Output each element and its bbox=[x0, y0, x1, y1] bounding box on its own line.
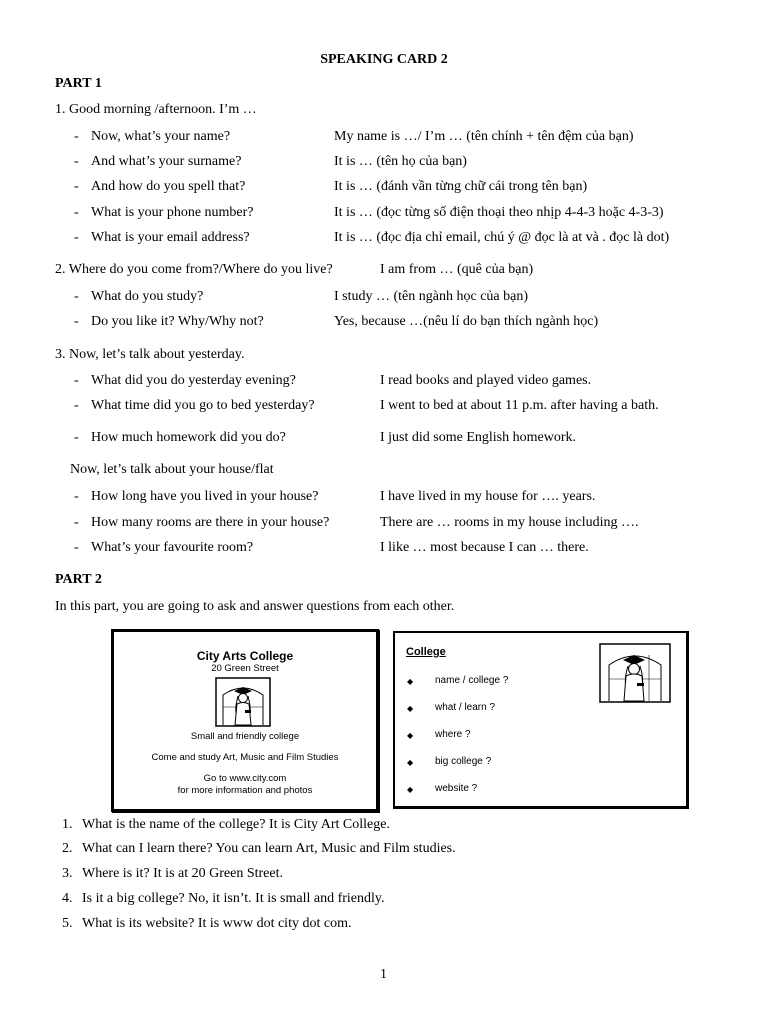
list-bullet: - bbox=[74, 314, 79, 329]
question: What time did you go to bed yesterday? bbox=[91, 398, 315, 413]
answer: It is … (tên họ của bạn) bbox=[334, 154, 467, 169]
answer: I read books and played video games. bbox=[380, 373, 592, 388]
question-prompt-card bbox=[393, 631, 689, 809]
bullet-diamond-icon: ◆ bbox=[407, 785, 414, 794]
student-graduate-icon bbox=[599, 643, 671, 703]
prompt-item: website ? bbox=[435, 783, 478, 794]
q2-intro: 2. Where do you come from?/Where do you live? bbox=[55, 262, 333, 277]
list-bullet: - bbox=[74, 430, 79, 445]
question: How many rooms are there in your house? bbox=[91, 515, 330, 530]
college-address: 20 Green Street bbox=[211, 663, 279, 674]
list-bullet: - bbox=[74, 489, 79, 504]
prompt-item: where ? bbox=[435, 729, 471, 740]
question: And what’s your surname? bbox=[91, 154, 242, 169]
question: What’s your favourite room? bbox=[91, 540, 254, 555]
answer: There are … rooms in my house including …. bbox=[380, 515, 639, 530]
list-number: 1. bbox=[62, 817, 73, 832]
part2-intro: In this part, you are going to ask and answer questions from each other. bbox=[55, 599, 455, 614]
list-bullet: - bbox=[74, 129, 79, 144]
list-bullet: - bbox=[74, 154, 79, 169]
answer: I like … most because I can … there. bbox=[380, 540, 589, 555]
page-title: SPEAKING CARD 2 bbox=[320, 52, 448, 67]
house-intro: Now, let’s talk about your house/flat bbox=[70, 462, 274, 477]
list-bullet: - bbox=[74, 205, 79, 220]
list-item: Is it a big college? No, it isn’t. It is small and friendly. bbox=[82, 891, 385, 906]
bullet-diamond-icon: ◆ bbox=[407, 758, 414, 767]
answer: My name is …/ I’m … (tên chính + tên đệm của bạn) bbox=[334, 129, 634, 144]
answer: I went to bed at about 11 p.m. after having a bath. bbox=[380, 398, 659, 413]
bullet-diamond-icon: ◆ bbox=[407, 704, 414, 713]
college-subjects: Come and study Art, Music and Film Studies bbox=[151, 752, 339, 763]
answer: Yes, because …(nêu lí do bạn thích ngành học) bbox=[334, 314, 599, 329]
answer: It is … (đánh vần từng chữ cái trong tên bạn) bbox=[334, 179, 588, 194]
q2-answer: I am from … (quê của bạn) bbox=[380, 262, 534, 277]
college-name: City Arts College bbox=[196, 649, 294, 663]
q3-intro: 3. Now, let’s talk about yesterday. bbox=[55, 347, 245, 362]
page-number: 1 bbox=[380, 967, 387, 982]
question: What is your email address? bbox=[91, 230, 250, 245]
student-graduate-icon bbox=[215, 677, 271, 727]
college-more-info: for more information and photos bbox=[177, 785, 313, 796]
answer: I just did some English homework. bbox=[380, 430, 576, 445]
bullet-diamond-icon: ◆ bbox=[407, 731, 414, 740]
list-item: What is its website? It is www dot city dot com. bbox=[82, 916, 352, 931]
list-item: What is the name of the college? It is City Art College. bbox=[82, 817, 390, 832]
list-bullet: - bbox=[74, 540, 79, 555]
answer: I have lived in my house for …. years. bbox=[380, 489, 596, 504]
question: What is your phone number? bbox=[91, 205, 254, 220]
bullet-diamond-icon: ◆ bbox=[407, 677, 414, 686]
prompt-item: big college ? bbox=[435, 756, 492, 767]
question: Do you like it? Why/Why not? bbox=[91, 314, 264, 329]
prompt-card-title: College bbox=[406, 646, 446, 658]
list-bullet: - bbox=[74, 230, 79, 245]
question: How long have you lived in your house? bbox=[91, 489, 319, 504]
q1-intro: 1. Good morning /afternoon. I’m … bbox=[55, 102, 257, 117]
list-number: 5. bbox=[62, 916, 73, 931]
question: How much homework did you do? bbox=[91, 430, 286, 445]
question: What do you study? bbox=[91, 289, 204, 304]
question: Now, what’s your name? bbox=[91, 129, 231, 144]
question: And how do you spell that? bbox=[91, 179, 246, 194]
list-number: 4. bbox=[62, 891, 73, 906]
part1-heading: PART 1 bbox=[55, 76, 102, 91]
list-item: What can I learn there? You can learn Art, Music and Film studies. bbox=[82, 841, 456, 856]
answer: It is … (đọc địa chỉ email, chú ý @ đọc là at và . đọc là dot) bbox=[334, 230, 670, 245]
answer: It is … (đọc từng số điện thoại theo nhịp 4-4-3 hoặc 4-3-3) bbox=[334, 205, 664, 220]
list-bullet: - bbox=[74, 515, 79, 530]
college-website: Go to www.city.com bbox=[203, 773, 287, 784]
list-number: 2. bbox=[62, 841, 73, 856]
part2-heading: PART 2 bbox=[55, 572, 102, 587]
prompt-item: name / college ? bbox=[435, 675, 509, 686]
list-bullet: - bbox=[74, 289, 79, 304]
prompt-item: what / learn ? bbox=[435, 702, 496, 713]
list-bullet: - bbox=[74, 373, 79, 388]
question: What did you do yesterday evening? bbox=[91, 373, 296, 388]
list-item: Where is it? It is at 20 Green Street. bbox=[82, 866, 283, 881]
list-bullet: - bbox=[74, 179, 79, 194]
list-number: 3. bbox=[62, 866, 73, 881]
list-bullet: - bbox=[74, 398, 79, 413]
college-tagline: Small and friendly college bbox=[190, 731, 300, 742]
college-info-card bbox=[111, 629, 379, 812]
answer: I study … (tên ngành học của bạn) bbox=[334, 289, 528, 304]
